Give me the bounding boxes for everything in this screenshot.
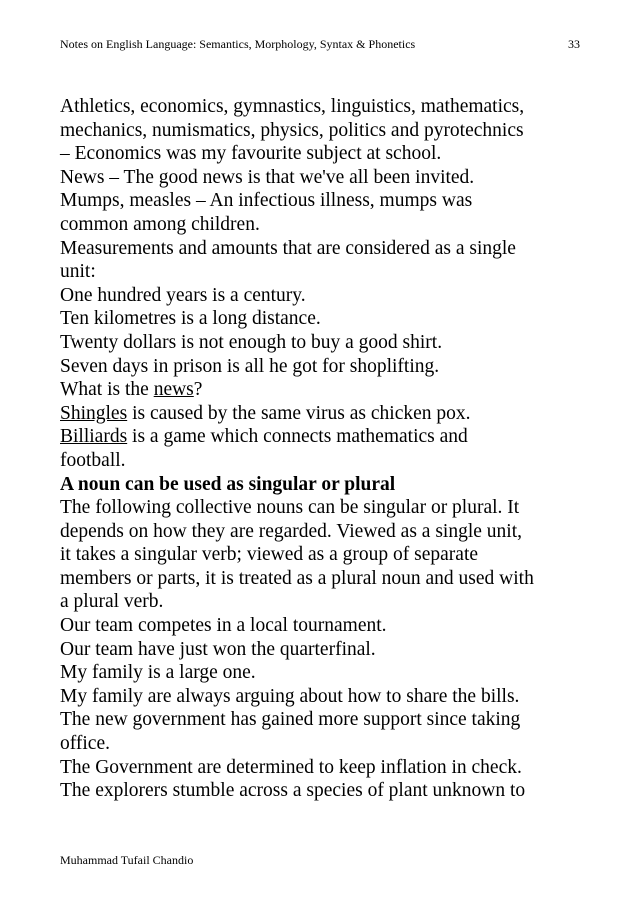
text-line: The explorers stumble across a species of plant unknown to [60,780,526,802]
text-line: My family is a large one. [60,662,256,684]
footer-author: Muhammad Tufail Chandio [60,853,194,867]
text-line: Our team have just won the quarterfinal. [60,638,376,660]
text-line: The new government has gained more support since taking [60,709,521,731]
text-line: mechanics, numismatics, physics, politics and pyrotechnics [60,119,524,141]
text-segment: is a game which connects mathematics and [127,426,468,448]
text-line: Measurements and amounts that are considered as a single [60,237,516,259]
text-line: News – The good news is that we've all been invited. [60,166,475,188]
text-line: My family are always arguing about how to share the bills. [60,685,520,707]
text-line: football. [60,449,126,471]
text-line: One hundred years is a century. [60,284,306,306]
running-header [60,36,580,52]
text-segment: ? [193,379,203,401]
page-number: 33 [568,37,580,51]
text-line [60,425,590,449]
text-line: Our team competes in a local tournament. [60,615,387,637]
text-line: Twenty dollars is not enough to buy a good shirt. [60,331,443,353]
text-line: The following collective nouns can be singular or plural. It [60,497,520,519]
text-line: common among children. [60,213,260,235]
section-heading: A noun can be used as singular or plural [60,473,396,495]
text-line: Mumps, measles – An infectious illness, mumps was [60,190,473,212]
text-line [60,378,590,402]
body-text [60,95,590,803]
text-line: The Government are determined to keep inflation in check. [60,756,522,778]
text-line: depends on how they are regarded. Viewed as a single unit, [60,520,522,542]
running-header-title: Notes on English Language: Semantics, Morphology, Syntax & Phonetics [60,37,416,51]
text-line: office. [60,733,110,755]
text-line [60,402,590,426]
text-line: Seven days in prison is all he got for shoplifting. [60,355,440,377]
text-line: a plural verb. [60,591,164,613]
underlined-word: news [153,379,194,401]
text-line: – Economics was my favourite subject at school. [60,143,442,165]
text-line: Ten kilometres is a long distance. [60,308,321,330]
text-segment: is caused by the same virus as chicken pox. [127,402,471,424]
text-segment: What is the [60,379,154,401]
underlined-word: Billiards [60,426,128,448]
text-line: members or parts, it is treated as a plural noun and used with [60,567,534,589]
underlined-word: Shingles [60,402,128,424]
text-line: Athletics, economics, gymnastics, linguistics, mathematics, [60,96,525,117]
text-line: it takes a singular verb; viewed as a group of separate [60,544,479,566]
text-line: unit: [60,261,96,283]
